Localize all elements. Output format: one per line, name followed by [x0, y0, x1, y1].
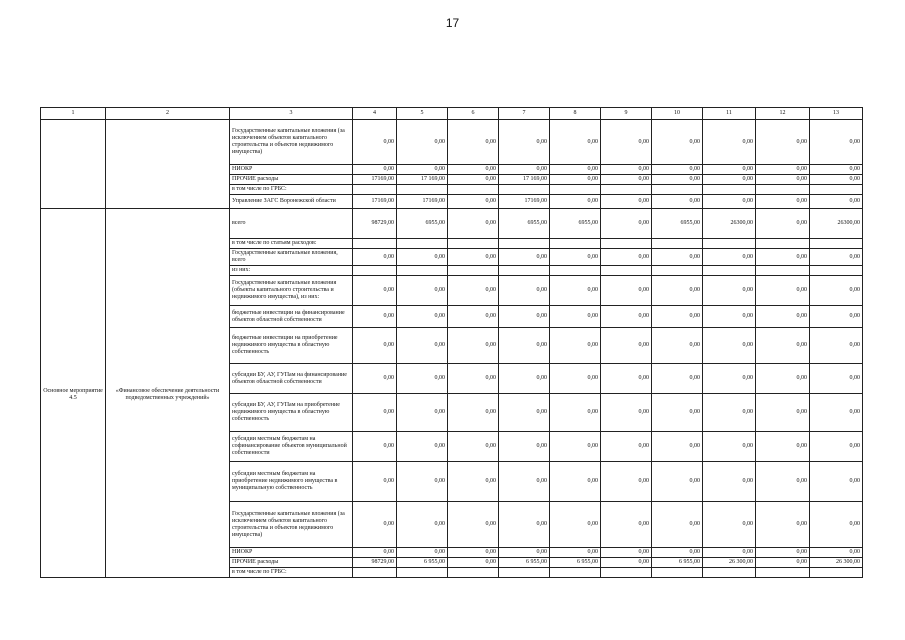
- value-cell: 0,00: [703, 462, 756, 502]
- value-cell: 0,00: [353, 394, 397, 432]
- row-label: субсидии местным бюджетам на софинансирование объектов муниципальной собственности: [230, 432, 353, 462]
- value-cell: 0,00: [550, 364, 601, 394]
- value-cell: 0,00: [550, 175, 601, 185]
- value-cell: 6 955,00: [652, 558, 703, 568]
- value-cell: 0,00: [652, 276, 703, 306]
- value-cell: 0,00: [703, 120, 756, 165]
- value-cell: 0,00: [397, 328, 448, 364]
- value-cell: 0,00: [810, 175, 863, 185]
- value-cell: 0,00: [756, 276, 810, 306]
- value-cell: 0,00: [550, 306, 601, 328]
- value-cell: 98729,00: [353, 558, 397, 568]
- value-cell: 0,00: [550, 502, 601, 548]
- row-label: НИОКР: [230, 548, 353, 558]
- value-cell: [499, 185, 550, 195]
- value-cell: 0,00: [756, 249, 810, 266]
- value-cell: 0,00: [601, 209, 652, 239]
- value-cell: 0,00: [703, 249, 756, 266]
- value-cell: 26 300,00: [810, 558, 863, 568]
- row-label: ПРОЧИЕ расходы: [230, 175, 353, 185]
- value-cell: [448, 266, 499, 276]
- value-cell: 0,00: [756, 328, 810, 364]
- value-cell: 0,00: [550, 120, 601, 165]
- column-header-row: [41, 108, 863, 120]
- column-header: 3: [230, 108, 353, 120]
- value-cell: 6955,00: [499, 209, 550, 239]
- value-cell: 0,00: [810, 165, 863, 175]
- value-cell: 17 169,00: [499, 175, 550, 185]
- value-cell: 0,00: [353, 120, 397, 165]
- value-cell: [652, 239, 703, 249]
- page-number: 17: [445, 16, 460, 30]
- row-label: Управление ЗАГС Воронежской области: [230, 195, 353, 209]
- column-header: 12: [756, 108, 810, 120]
- value-cell: 0,00: [601, 558, 652, 568]
- value-cell: 26 300,00: [703, 558, 756, 568]
- value-cell: [756, 568, 810, 578]
- value-cell: [499, 266, 550, 276]
- value-cell: 0,00: [810, 462, 863, 502]
- value-cell: 0,00: [499, 276, 550, 306]
- row-label: субсидии БУ, АУ, ГУПам на финансирование объектов областной собственности: [230, 364, 353, 394]
- value-cell: 0,00: [756, 558, 810, 568]
- value-cell: 0,00: [601, 364, 652, 394]
- value-cell: 0,00: [703, 394, 756, 432]
- value-cell: 0,00: [652, 502, 703, 548]
- value-cell: [550, 185, 601, 195]
- value-cell: 0,00: [810, 276, 863, 306]
- value-cell: 6 955,00: [397, 558, 448, 568]
- value-cell: [499, 568, 550, 578]
- value-cell: 0,00: [652, 195, 703, 209]
- value-cell: 0,00: [810, 120, 863, 165]
- value-cell: [703, 568, 756, 578]
- value-cell: [550, 568, 601, 578]
- value-cell: 6955,00: [550, 209, 601, 239]
- value-cell: 0,00: [499, 394, 550, 432]
- value-cell: 0,00: [353, 364, 397, 394]
- column-header: 10: [652, 108, 703, 120]
- value-cell: [810, 266, 863, 276]
- row-label: Государственные капитальные вложения (за исключением объектов капитального строительства и объектов недвижимого имущества): [230, 502, 353, 548]
- column-header: 8: [550, 108, 601, 120]
- value-cell: [601, 568, 652, 578]
- column-header: 9: [601, 108, 652, 120]
- value-cell: 0,00: [601, 195, 652, 209]
- value-cell: 0,00: [703, 364, 756, 394]
- value-cell: 0,00: [353, 328, 397, 364]
- value-cell: 0,00: [499, 306, 550, 328]
- value-cell: 0,00: [652, 165, 703, 175]
- value-cell: [810, 239, 863, 249]
- column-header: 1: [41, 108, 106, 120]
- activity-code-cell: [41, 209, 106, 578]
- value-cell: 0,00: [810, 432, 863, 462]
- value-cell: 0,00: [652, 394, 703, 432]
- value-cell: 0,00: [448, 249, 499, 266]
- value-cell: [703, 185, 756, 195]
- activity-name-cell: [106, 120, 230, 209]
- value-cell: 0,00: [601, 394, 652, 432]
- table-row: [41, 120, 863, 165]
- value-cell: [601, 185, 652, 195]
- value-cell: [550, 239, 601, 249]
- value-cell: 0,00: [353, 502, 397, 548]
- row-label: Государственные капитальные вложения (за исключением объектов капитального строительства и объектов недвижимого имущества): [230, 120, 353, 165]
- value-cell: 0,00: [353, 432, 397, 462]
- value-cell: 0,00: [703, 276, 756, 306]
- value-cell: 0,00: [353, 306, 397, 328]
- row-label: из них:: [230, 266, 353, 276]
- value-cell: 0,00: [448, 175, 499, 185]
- value-cell: 0,00: [499, 249, 550, 266]
- row-label: Государственные капитальные вложения, всего: [230, 249, 353, 266]
- value-cell: [448, 568, 499, 578]
- value-cell: 0,00: [756, 306, 810, 328]
- value-cell: 0,00: [810, 548, 863, 558]
- value-cell: [550, 266, 601, 276]
- value-cell: 0,00: [397, 394, 448, 432]
- value-cell: [397, 266, 448, 276]
- value-cell: 0,00: [601, 120, 652, 165]
- value-cell: 0,00: [601, 175, 652, 185]
- value-cell: 0,00: [499, 462, 550, 502]
- value-cell: 0,00: [810, 306, 863, 328]
- value-cell: 0,00: [703, 548, 756, 558]
- value-cell: 0,00: [756, 165, 810, 175]
- value-cell: [756, 185, 810, 195]
- value-cell: 0,00: [499, 548, 550, 558]
- value-cell: 0,00: [550, 165, 601, 175]
- value-cell: 0,00: [448, 432, 499, 462]
- value-cell: [499, 239, 550, 249]
- value-cell: 0,00: [601, 328, 652, 364]
- value-cell: 0,00: [448, 462, 499, 502]
- column-header: 11: [703, 108, 756, 120]
- value-cell: 0,00: [353, 462, 397, 502]
- value-cell: 0,00: [550, 462, 601, 502]
- value-cell: [756, 239, 810, 249]
- value-cell: 0,00: [601, 432, 652, 462]
- value-cell: 0,00: [448, 165, 499, 175]
- value-cell: 0,00: [448, 548, 499, 558]
- value-cell: 0,00: [448, 558, 499, 568]
- value-cell: 0,00: [652, 120, 703, 165]
- value-cell: 0,00: [652, 548, 703, 558]
- column-header: 7: [499, 108, 550, 120]
- value-cell: 0,00: [652, 462, 703, 502]
- value-cell: 0,00: [448, 306, 499, 328]
- value-cell: 0,00: [550, 249, 601, 266]
- value-cell: 0,00: [448, 120, 499, 165]
- value-cell: 0,00: [652, 364, 703, 394]
- value-cell: 26300,00: [810, 209, 863, 239]
- value-cell: [652, 568, 703, 578]
- value-cell: 0,00: [810, 364, 863, 394]
- value-cell: [353, 239, 397, 249]
- value-cell: 0,00: [499, 502, 550, 548]
- value-cell: 17 169,00: [397, 175, 448, 185]
- value-cell: 0,00: [397, 462, 448, 502]
- value-cell: 6955,00: [397, 209, 448, 239]
- value-cell: 0,00: [810, 195, 863, 209]
- value-cell: 26300,00: [703, 209, 756, 239]
- value-cell: 17169,00: [499, 195, 550, 209]
- value-cell: 0,00: [810, 394, 863, 432]
- column-header: 6: [448, 108, 499, 120]
- value-cell: 0,00: [756, 195, 810, 209]
- value-cell: 6 955,00: [499, 558, 550, 568]
- row-label: бюджетные инвестиции на финансирование объектов областной собственности: [230, 306, 353, 328]
- table-row: [41, 209, 863, 239]
- value-cell: 0,00: [810, 328, 863, 364]
- value-cell: 0,00: [448, 195, 499, 209]
- value-cell: 0,00: [353, 165, 397, 175]
- value-cell: 0,00: [499, 432, 550, 462]
- value-cell: 6955,00: [652, 209, 703, 239]
- value-cell: 0,00: [397, 276, 448, 306]
- value-cell: 0,00: [499, 328, 550, 364]
- row-label: Государственные капитальные вложения (объекты капитального строительства и недвижимого имущества), из них:: [230, 276, 353, 306]
- row-label: всего: [230, 209, 353, 239]
- value-cell: 0,00: [397, 249, 448, 266]
- value-cell: 0,00: [703, 432, 756, 462]
- value-cell: 0,00: [397, 548, 448, 558]
- row-label: в том числе по ГРБС:: [230, 568, 353, 578]
- row-label: НИОКР: [230, 165, 353, 175]
- value-cell: 0,00: [703, 306, 756, 328]
- value-cell: 0,00: [756, 502, 810, 548]
- budget-table: [40, 107, 863, 578]
- value-cell: 0,00: [448, 209, 499, 239]
- value-cell: 0,00: [652, 249, 703, 266]
- value-cell: [703, 239, 756, 249]
- value-cell: 0,00: [601, 548, 652, 558]
- activity-name: «Финансовое обеспечение деятельности подведомственных учреждений»: [115, 388, 220, 401]
- value-cell: 0,00: [756, 175, 810, 185]
- activity-code: Основное мероприятие 4.5: [43, 388, 103, 401]
- value-cell: 0,00: [397, 502, 448, 548]
- value-cell: 0,00: [397, 120, 448, 165]
- activity-code-cell: [41, 120, 106, 209]
- value-cell: 0,00: [601, 306, 652, 328]
- value-cell: 0,00: [448, 364, 499, 394]
- value-cell: [810, 568, 863, 578]
- value-cell: 0,00: [448, 328, 499, 364]
- value-cell: 0,00: [550, 195, 601, 209]
- value-cell: [756, 266, 810, 276]
- value-cell: 0,00: [550, 394, 601, 432]
- value-cell: 0,00: [448, 394, 499, 432]
- value-cell: 6 955,00: [550, 558, 601, 568]
- value-cell: 0,00: [353, 548, 397, 558]
- value-cell: 0,00: [601, 249, 652, 266]
- value-cell: 0,00: [756, 432, 810, 462]
- column-header: 5: [397, 108, 448, 120]
- value-cell: 0,00: [397, 165, 448, 175]
- row-label: субсидии БУ, АУ, ГУПам на приобретение недвижимого имущества в областную собственность: [230, 394, 353, 432]
- value-cell: 0,00: [810, 249, 863, 266]
- activity-name-cell: [106, 209, 230, 578]
- value-cell: 0,00: [756, 209, 810, 239]
- value-cell: 0,00: [601, 165, 652, 175]
- value-cell: 0,00: [397, 306, 448, 328]
- value-cell: 98729,00: [353, 209, 397, 239]
- value-cell: [397, 185, 448, 195]
- value-cell: 0,00: [397, 432, 448, 462]
- value-cell: [397, 239, 448, 249]
- value-cell: [810, 185, 863, 195]
- value-cell: 0,00: [397, 364, 448, 394]
- value-cell: 0,00: [601, 502, 652, 548]
- row-label: субсидии местным бюджетам на приобретение недвижимого имущества в муниципальную собственность: [230, 462, 353, 502]
- row-label: в том числе по ГРБС:: [230, 185, 353, 195]
- value-cell: 0,00: [756, 548, 810, 558]
- column-header: 2: [106, 108, 230, 120]
- value-cell: 17169,00: [353, 175, 397, 185]
- value-cell: [601, 266, 652, 276]
- column-header: 4: [353, 108, 397, 120]
- value-cell: 0,00: [601, 276, 652, 306]
- value-cell: 0,00: [810, 502, 863, 548]
- value-cell: 0,00: [652, 328, 703, 364]
- row-label: в том числе по статьям расходов:: [230, 239, 353, 249]
- value-cell: 0,00: [601, 462, 652, 502]
- value-cell: [448, 239, 499, 249]
- value-cell: [703, 266, 756, 276]
- value-cell: 0,00: [703, 195, 756, 209]
- value-cell: 0,00: [703, 502, 756, 548]
- value-cell: 0,00: [499, 120, 550, 165]
- value-cell: 0,00: [652, 432, 703, 462]
- value-cell: 0,00: [652, 306, 703, 328]
- value-cell: 17169,00: [397, 195, 448, 209]
- value-cell: 0,00: [448, 502, 499, 548]
- value-cell: 0,00: [448, 276, 499, 306]
- value-cell: 17169,00: [353, 195, 397, 209]
- value-cell: 0,00: [550, 276, 601, 306]
- value-cell: [652, 185, 703, 195]
- value-cell: 0,00: [652, 175, 703, 185]
- value-cell: 0,00: [703, 175, 756, 185]
- value-cell: 0,00: [499, 364, 550, 394]
- value-cell: [353, 185, 397, 195]
- value-cell: [601, 239, 652, 249]
- value-cell: 0,00: [353, 276, 397, 306]
- value-cell: 0,00: [756, 120, 810, 165]
- value-cell: 0,00: [550, 328, 601, 364]
- value-cell: [448, 185, 499, 195]
- row-label: ПРОЧИЕ расходы: [230, 558, 353, 568]
- column-header: 13: [810, 108, 863, 120]
- value-cell: 0,00: [550, 432, 601, 462]
- value-cell: [652, 266, 703, 276]
- value-cell: [353, 568, 397, 578]
- value-cell: 0,00: [550, 548, 601, 558]
- value-cell: 0,00: [756, 364, 810, 394]
- value-cell: 0,00: [756, 394, 810, 432]
- value-cell: 0,00: [353, 249, 397, 266]
- value-cell: [397, 568, 448, 578]
- budget-table-body: [41, 108, 863, 578]
- row-label: бюджетные инвестиции на приобретение недвижимого имущества в областную собственность: [230, 328, 353, 364]
- value-cell: 0,00: [703, 165, 756, 175]
- value-cell: 0,00: [499, 165, 550, 175]
- value-cell: 0,00: [756, 462, 810, 502]
- value-cell: 0,00: [703, 328, 756, 364]
- value-cell: [353, 266, 397, 276]
